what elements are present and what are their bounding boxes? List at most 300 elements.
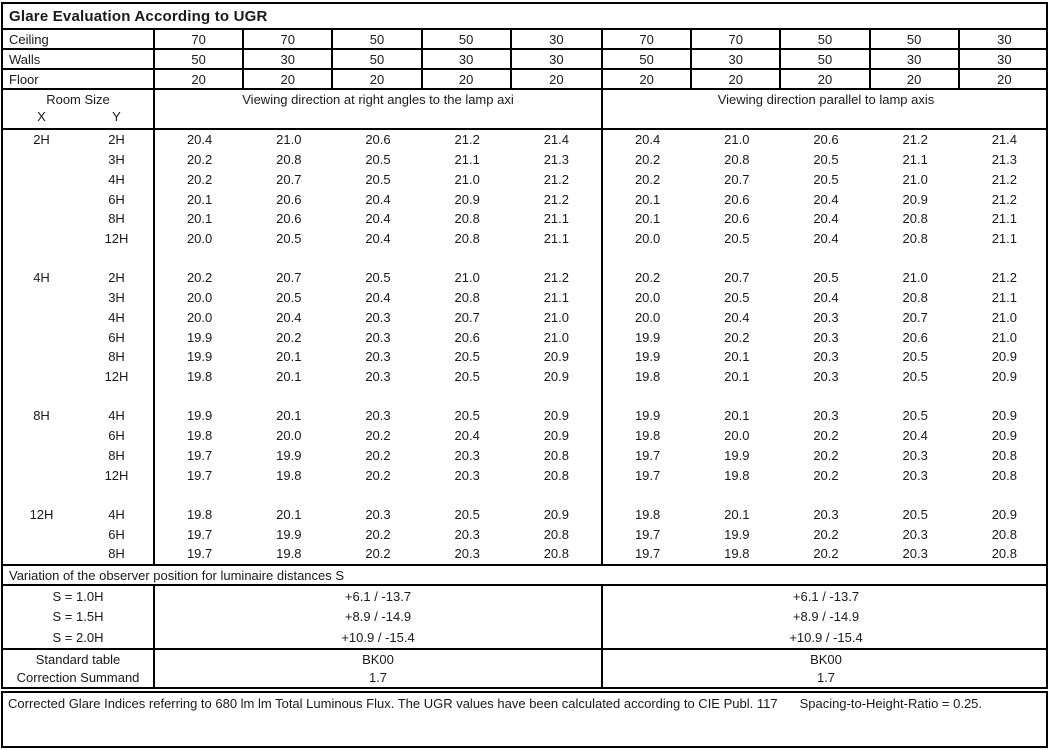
row-x-label (3, 446, 80, 466)
surface-row (3, 70, 1046, 90)
surface-value-cell: 50 (603, 50, 692, 68)
ugr-half-right (603, 386, 1046, 406)
ugr-half-right (603, 130, 1046, 150)
surface-half-right (603, 30, 1049, 48)
ugr-row (3, 169, 1046, 189)
ugr-half-left (155, 307, 603, 327)
surface-value-cell: 20 (549, 71, 564, 87)
variation-label: S = 1.5H (3, 607, 155, 628)
ugr-value-cell: 20.8 (543, 447, 569, 463)
row-y-label (80, 485, 153, 505)
ugr-body (3, 130, 1046, 564)
ugr-value-cell: 21.4 (543, 132, 569, 148)
summary-label: Standard table (3, 650, 155, 669)
ugr-value-cell: 20.3 (454, 546, 480, 562)
ugr-value-cell: 19.7 (634, 467, 661, 483)
row-labels (3, 505, 155, 525)
ugr-row (3, 544, 1046, 564)
ugr-value-cell: 21.0 (543, 309, 569, 325)
row-x-label: 2H (33, 132, 50, 148)
ugr-value-cell: 19.8 (724, 546, 750, 562)
surface-half-right (603, 70, 1049, 88)
ugr-value-cell: 20.9 (991, 507, 1017, 523)
ugr-value-cell: 20.4 (365, 191, 391, 207)
ugr-value-cell: 20.5 (813, 270, 839, 286)
row-y-label: 4H (108, 171, 125, 187)
ugr-value-cell: 19.9 (634, 349, 661, 365)
ugr-value-cell: 20.0 (186, 309, 213, 325)
ugr-value-cell: 21.0 (276, 132, 302, 148)
ugr-value-cell: 21.1 (543, 290, 569, 306)
ugr-value-cell: 21.2 (991, 191, 1017, 207)
ugr-value-cell (692, 386, 781, 406)
ugr-value-cell: 20.5 (724, 230, 750, 246)
ugr-value-cell: 20.2 (813, 447, 839, 463)
ugr-half-left (155, 446, 603, 466)
surface-value-cell: 20 (155, 70, 244, 88)
ugr-value-cell: 20.1 (634, 211, 661, 227)
ugr-value-cell (423, 485, 512, 505)
ugr-value-cell (512, 485, 601, 505)
ugr-half-right (603, 367, 1046, 387)
ugr-value-cell: 20.2 (365, 546, 391, 562)
ugr-value-cell: 20.7 (902, 309, 928, 325)
ugr-value-cell (960, 485, 1046, 505)
ugr-value-cell: 20.3 (902, 526, 928, 542)
surface-value-cell: 70 (692, 30, 781, 48)
row-x-label: 8H (33, 408, 50, 424)
ugr-value-cell: 20.9 (902, 191, 928, 207)
ugr-value-cell: 20.3 (365, 309, 391, 325)
ugr-value-cell: 20.4 (365, 290, 391, 306)
ugr-value-cell: 20.7 (454, 309, 480, 325)
ugr-value-cell: 21.1 (991, 230, 1017, 246)
ugr-value-cell (692, 248, 781, 268)
row-y-label: 12H (104, 467, 129, 483)
ugr-value-cell: 20.3 (813, 329, 839, 345)
surface-value-cell: 30 (997, 31, 1012, 47)
surface-value-cell: 50 (155, 50, 244, 68)
ugr-value-cell (603, 386, 692, 406)
row-labels (3, 288, 155, 308)
ugr-value-cell: 20.0 (634, 230, 661, 246)
ugr-value-cell: 20.6 (902, 329, 928, 345)
ugr-value-cell: 20.6 (276, 211, 302, 227)
ugr-half-right (603, 307, 1046, 327)
ugr-value-cell: 20.8 (991, 546, 1017, 562)
ugr-value-cell: 20.8 (543, 526, 569, 542)
ugr-value-cell (155, 386, 244, 406)
row-x-label (3, 544, 80, 564)
ugr-value-cell: 20.1 (276, 349, 302, 365)
ugr-half-left (155, 485, 603, 505)
row-labels (3, 544, 155, 564)
ugr-value-cell (512, 248, 601, 268)
ugr-value-cell: 20.6 (365, 132, 391, 148)
x-axis-label: X (37, 109, 46, 124)
ugr-value-cell: 20.9 (991, 428, 1017, 444)
ugr-value-cell: 20.4 (454, 428, 480, 444)
ugr-value-cell: 21.0 (902, 171, 928, 187)
ugr-value-cell: 21.0 (724, 132, 750, 148)
ugr-value-cell: 20.2 (813, 467, 839, 483)
row-labels (3, 367, 155, 387)
ugr-value-cell: 21.0 (902, 270, 928, 286)
row-labels (3, 406, 155, 426)
ugr-value-cell: 20.5 (454, 507, 480, 523)
ugr-row (3, 150, 1046, 170)
surface-value-cell: 20 (692, 70, 781, 88)
row-labels (3, 169, 155, 189)
viewing-direction-left-header: Viewing direction at right angles to the lamp axi (155, 90, 603, 128)
row-y-label: 12H (104, 368, 129, 384)
ugr-half-left (155, 505, 603, 525)
ugr-half-right (603, 150, 1046, 170)
summary-label: Correction Summand (3, 668, 155, 687)
ugr-half-right (603, 209, 1046, 229)
surface-half-right (603, 50, 1049, 68)
ugr-value-cell: 20.8 (902, 211, 928, 227)
ugr-value-cell: 20.2 (365, 447, 391, 463)
ugr-row (3, 367, 1046, 387)
ugr-value-cell: 20.7 (276, 270, 302, 286)
ugr-value-cell: 20.6 (276, 191, 302, 207)
variation-value-left: +10.9 / -15.4 (155, 627, 603, 648)
row-labels (3, 189, 155, 209)
ugr-half-left (155, 327, 603, 347)
row-x-label (3, 386, 80, 406)
ugr-value-cell: 21.0 (991, 329, 1017, 345)
surface-value-cell: 30 (244, 50, 333, 68)
ugr-value-cell (871, 386, 960, 406)
ugr-value-cell (244, 386, 333, 406)
ugr-value-cell: 21.1 (454, 152, 480, 168)
row-y-label: 3H (108, 152, 125, 168)
ugr-row (3, 130, 1046, 150)
ugr-half-left (155, 465, 603, 485)
row-labels (3, 327, 155, 347)
ugr-value-cell: 20.6 (454, 329, 480, 345)
ugr-value-cell: 19.8 (276, 546, 302, 562)
surface-label: Ceiling (3, 30, 155, 48)
row-x-label (3, 367, 80, 387)
ugr-value-cell: 20.3 (813, 507, 839, 523)
main-table (1, 2, 1048, 689)
ugr-value-cell: 19.9 (634, 408, 661, 424)
row-y-label (80, 386, 153, 406)
row-x-label (3, 248, 80, 268)
ugr-row (3, 268, 1046, 288)
row-y-label: 8H (108, 447, 125, 463)
ugr-value-cell: 21.1 (543, 230, 569, 246)
ugr-value-cell: 20.3 (813, 368, 839, 384)
surface-value-cell: 50 (333, 30, 422, 48)
ugr-value-cell: 20.0 (634, 309, 661, 325)
ugr-value-cell: 20.5 (902, 368, 928, 384)
surface-value-cell: 30 (692, 50, 781, 68)
ugr-value-cell: 20.5 (902, 507, 928, 523)
ugr-value-cell (512, 386, 601, 406)
ugr-value-cell: 19.8 (186, 507, 213, 523)
surface-value-cell: 50 (781, 50, 870, 68)
ugr-value-cell: 19.7 (186, 526, 213, 542)
ugr-value-cell (333, 386, 422, 406)
ugr-value-cell: 20.9 (543, 368, 569, 384)
variation-rows (3, 586, 1046, 650)
ugr-half-left (155, 386, 603, 406)
ugr-value-cell: 20.9 (543, 408, 569, 424)
variation-row (3, 586, 1046, 607)
surface-value-cell: 30 (423, 50, 512, 68)
ugr-value-cell: 21.1 (543, 211, 569, 227)
row-x-label (3, 169, 80, 189)
row-y-label: 4H (108, 507, 125, 523)
surface-value-cell: 20 (244, 70, 333, 88)
ugr-value-cell: 20.4 (186, 132, 213, 148)
row-labels (3, 446, 155, 466)
row-labels (3, 524, 155, 544)
ugr-value-cell (960, 386, 1046, 406)
summary-value-left: 1.7 (155, 668, 603, 687)
ugr-value-cell: 20.3 (454, 447, 480, 463)
ugr-value-cell: 20.2 (813, 546, 839, 562)
row-x-label (3, 347, 80, 367)
surface-value-cell: 20 (423, 70, 512, 88)
ugr-half-right (603, 327, 1046, 347)
row-y-label: 3H (108, 290, 125, 306)
surface-rows (3, 30, 1046, 90)
ugr-value-cell: 20.5 (365, 270, 391, 286)
ugr-half-right (603, 544, 1046, 564)
ugr-value-cell: 20.5 (276, 290, 302, 306)
surface-half-left (155, 50, 603, 68)
room-size-label: Room Size (46, 92, 110, 107)
surface-value-cell: 50 (333, 50, 422, 68)
ugr-value-cell: 20.3 (454, 526, 480, 542)
ugr-value-cell (692, 485, 781, 505)
ugr-half-left (155, 347, 603, 367)
ugr-value-cell: 21.0 (991, 309, 1017, 325)
ugr-half-right (603, 426, 1046, 446)
ugr-value-cell: 19.7 (634, 526, 661, 542)
row-y-label: 6H (108, 191, 125, 207)
ugr-value-cell (781, 248, 870, 268)
surface-value-cell: 20 (603, 70, 692, 88)
summary-row (3, 668, 1046, 687)
row-x-label (3, 150, 80, 170)
surface-value-cell: 70 (603, 30, 692, 48)
ugr-value-cell: 20.3 (365, 408, 391, 424)
row-labels (3, 268, 155, 288)
ugr-value-cell: 19.8 (276, 467, 302, 483)
ugr-half-right (603, 169, 1046, 189)
ugr-value-cell: 20.4 (813, 211, 839, 227)
ugr-value-cell: 20.2 (186, 171, 213, 187)
ugr-value-cell: 20.8 (902, 230, 928, 246)
surface-value-cell: 20 (333, 70, 422, 88)
ugr-value-cell: 21.2 (543, 191, 569, 207)
ugr-value-cell: 20.5 (454, 349, 480, 365)
ugr-value-cell: 21.2 (902, 132, 928, 148)
ugr-value-cell: 20.5 (365, 171, 391, 187)
variation-value-left: +6.1 / -13.7 (155, 586, 603, 607)
ugr-value-cell: 20.8 (543, 546, 569, 562)
ugr-value-cell: 20.2 (186, 152, 213, 168)
row-x-label (3, 465, 80, 485)
ugr-value-cell: 20.0 (724, 428, 750, 444)
surface-value-cell: 50 (781, 30, 870, 48)
ugr-value-cell: 20.5 (724, 290, 750, 306)
summary-value-right: 1.7 (816, 670, 836, 686)
ugr-value-cell: 20.7 (276, 171, 302, 187)
summary-row (3, 650, 1046, 669)
ugr-value-cell: 20.7 (724, 171, 750, 187)
ugr-value-cell: 20.2 (186, 270, 213, 286)
ugr-value-cell: 19.8 (724, 467, 750, 483)
ugr-value-cell (871, 485, 960, 505)
ugr-value-cell: 20.8 (991, 467, 1017, 483)
surface-label: Walls (3, 50, 155, 68)
ugr-value-cell: 20.0 (634, 290, 661, 306)
ugr-row (3, 426, 1046, 446)
ugr-half-left (155, 229, 603, 249)
ugr-value-cell: 21.0 (454, 270, 480, 286)
ugr-value-cell: 19.7 (634, 447, 661, 463)
row-x-label (3, 229, 80, 249)
row-labels (3, 150, 155, 170)
ugr-value-cell: 21.3 (991, 152, 1017, 168)
y-axis-label: Y (112, 109, 121, 124)
ugr-value-cell: 20.1 (276, 368, 302, 384)
ugr-value-cell (603, 248, 692, 268)
ugr-half-right (603, 406, 1046, 426)
ugr-value-cell: 20.4 (365, 230, 391, 246)
ugr-value-cell: 20.5 (902, 408, 928, 424)
row-x-label (3, 209, 80, 229)
ugr-value-cell: 20.0 (186, 290, 213, 306)
row-x-label: 4H (33, 270, 50, 286)
surface-value-cell: 70 (155, 30, 244, 48)
ugr-value-cell: 19.7 (186, 447, 213, 463)
ugr-value-cell: 20.5 (454, 368, 480, 384)
summary-value-right: BK00 (810, 651, 842, 667)
row-labels (3, 248, 155, 268)
surface-half-left (155, 70, 603, 88)
ugr-spacer-row (3, 386, 1046, 406)
row-y-label: 6H (108, 329, 125, 345)
ugr-value-cell: 20.3 (902, 447, 928, 463)
ugr-value-cell: 20.8 (724, 152, 750, 168)
ugr-value-cell: 19.7 (186, 467, 213, 483)
ugr-value-cell: 20.1 (634, 191, 661, 207)
ugr-half-left (155, 406, 603, 426)
ugr-value-cell: 20.8 (454, 290, 480, 306)
ugr-row (3, 465, 1046, 485)
ugr-value-cell: 20.0 (186, 230, 213, 246)
surface-value-cell: 50 (871, 30, 960, 48)
ugr-value-cell: 20.4 (813, 191, 839, 207)
row-x-label (3, 485, 80, 505)
ugr-value-cell (603, 485, 692, 505)
ugr-half-left (155, 150, 603, 170)
ugr-row (3, 229, 1046, 249)
surface-label: Floor (3, 70, 155, 88)
room-size-header (3, 90, 155, 128)
row-labels (3, 209, 155, 229)
row-y-label: 8H (108, 211, 125, 227)
ugr-value-cell: 20.3 (813, 349, 839, 365)
ugr-row (3, 189, 1046, 209)
table-title: Glare Evaluation According to UGR (3, 4, 1046, 30)
ugr-value-cell (871, 248, 960, 268)
ugr-value-cell: 20.4 (724, 309, 750, 325)
ugr-value-cell: 19.7 (634, 546, 661, 562)
ugr-value-cell: 21.2 (454, 132, 480, 148)
row-y-label: 12H (104, 230, 129, 246)
variation-label: S = 1.0H (3, 586, 155, 607)
ugr-half-left (155, 130, 603, 150)
ugr-value-cell: 19.8 (186, 428, 213, 444)
ugr-value-cell: 20.4 (813, 230, 839, 246)
row-y-label: 2H (108, 132, 125, 148)
ugr-value-cell: 19.9 (186, 349, 213, 365)
ugr-value-cell: 19.8 (634, 368, 661, 384)
surface-value-cell: 70 (244, 30, 333, 48)
ugr-value-cell: 21.4 (991, 132, 1017, 148)
row-labels (3, 465, 155, 485)
summary-value-left: BK00 (155, 650, 603, 669)
ugr-value-cell: 21.0 (454, 171, 480, 187)
ugr-value-cell: 20.3 (902, 467, 928, 483)
ugr-half-right (603, 347, 1046, 367)
xy-labels (3, 109, 153, 128)
ugr-value-cell: 20.6 (724, 211, 750, 227)
row-labels (3, 307, 155, 327)
ugr-value-cell: 19.9 (276, 526, 302, 542)
ugr-half-right (603, 288, 1046, 308)
row-x-label (3, 524, 80, 544)
ugr-value-cell (244, 485, 333, 505)
ugr-half-right (603, 524, 1046, 544)
summary-rows (3, 650, 1046, 687)
ugr-half-right (603, 465, 1046, 485)
row-labels (3, 386, 155, 406)
variation-value-left: +8.9 / -14.9 (155, 607, 603, 628)
ugr-value-cell (155, 248, 244, 268)
row-x-label (3, 327, 80, 347)
ugr-value-cell: 20.3 (365, 349, 391, 365)
ugr-value-cell: 20.1 (724, 408, 750, 424)
row-y-label (80, 248, 153, 268)
ugr-value-cell: 20.5 (813, 152, 839, 168)
surface-value-cell: 30 (871, 50, 960, 68)
ugr-spacer-row (3, 485, 1046, 505)
ugr-value-cell: 20.4 (813, 290, 839, 306)
variation-label: S = 2.0H (3, 627, 155, 648)
ugr-value-cell: 20.9 (991, 368, 1017, 384)
row-x-label: 12H (29, 507, 54, 523)
ugr-half-left (155, 524, 603, 544)
ugr-value-cell: 20.4 (365, 211, 391, 227)
variation-value-right: +6.1 / -13.7 (792, 588, 860, 604)
ugr-half-left (155, 189, 603, 209)
ugr-value-cell: 20.2 (813, 428, 839, 444)
ugr-half-right (603, 248, 1046, 268)
ugr-value-cell: 19.9 (634, 329, 661, 345)
row-y-label: 8H (108, 546, 125, 562)
ugr-value-cell (781, 386, 870, 406)
ugr-row (3, 446, 1046, 466)
